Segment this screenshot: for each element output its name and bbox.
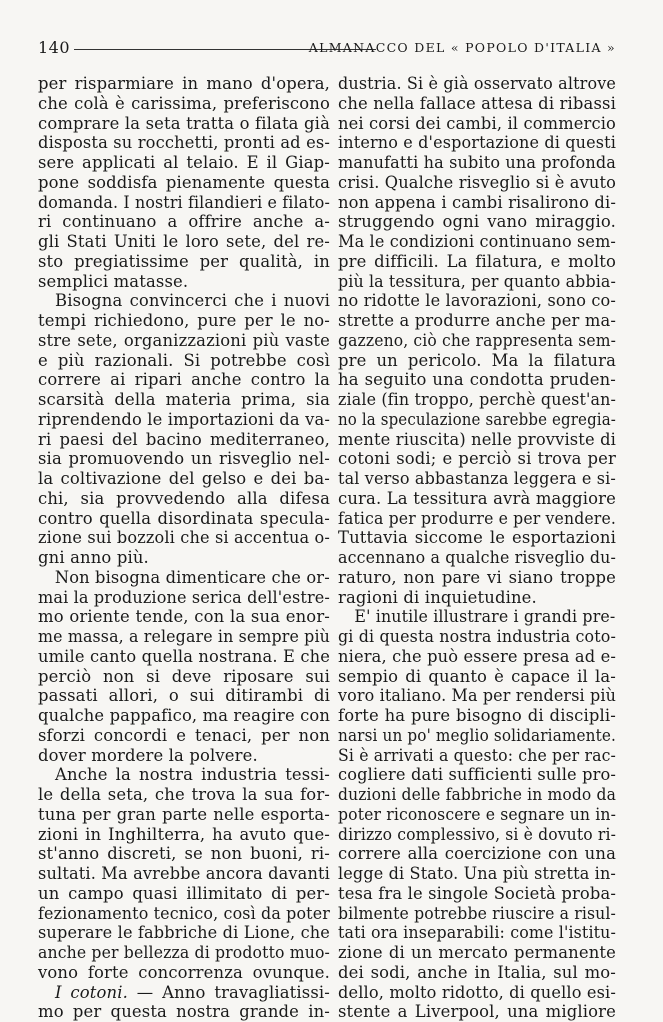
text-line: comprare la seta tratta o filata già: [38, 113, 330, 133]
text-line: dirizzo complessivo, si è dovuto ri-: [338, 824, 616, 844]
text-line: tesa fra le singole Società proba-: [338, 883, 616, 903]
text-line: bilmente potrebbe riuscire a risul-: [338, 903, 616, 923]
text-line: raturo, non pare vi siano troppe: [338, 567, 616, 587]
text-line: non appena i cambi risalirono di-: [338, 192, 616, 212]
section-start-line: [38, 983, 330, 1003]
text-line: dei sodi, anche in Italia, sul mo-: [338, 962, 616, 982]
text-line: sere applicati al telaio. E il Giap-: [38, 153, 330, 172]
text-line: pone soddisfa pienamente questa: [38, 172, 330, 192]
text-line: zioni in Inghilterra, ha avuto que-: [38, 824, 330, 844]
paragraph-start-line: Bisogna convincerci che i nuovi: [55, 291, 330, 311]
text-line: poter riconoscere e segnare un in-: [338, 804, 616, 824]
text-line: mai la produzione serica dell'estre-: [38, 587, 330, 607]
text-line: vono forte concorrenza ovunque.: [38, 962, 330, 982]
text-line: contro quella disordinata specula-: [38, 508, 330, 528]
text-line: e più razionali. Si potrebbe così: [38, 350, 330, 370]
text-line: interno e d'esportazione di questi: [338, 133, 616, 153]
text-line: zione sui bozzoli che si accentua o-: [38, 528, 330, 548]
text-line: tempi richiedono, pure per le no-: [38, 311, 330, 330]
text-line: struggendo ogni vano miraggio.: [338, 212, 616, 232]
page-number: 140: [38, 38, 71, 57]
text-line: duzioni delle fabbriche in modo da: [338, 785, 616, 804]
text-line: zione di un mercato permanente: [338, 943, 616, 962]
text-line: scarsità della materia prima, sia: [38, 390, 330, 409]
text-line: Si è arrivati a questo: che per rac-: [338, 745, 616, 765]
text-line: accennano a qualche risveglio du-: [338, 548, 616, 567]
text-line: correre ai ripari anche contro la: [38, 370, 330, 390]
text-line: anche per bellezza di prodotto muo-: [38, 943, 330, 962]
text-line: qualche pappafico, ma reagire con: [38, 706, 330, 725]
paragraph-start-line: Non bisogna dimenticare che or-: [54, 567, 330, 587]
text-line: chi, sia provvedendo alla difesa: [38, 488, 330, 508]
text-line: voro italiano. Ma per rendersi più: [338, 686, 616, 706]
text-line: nei corsi dei cambi, il commercio: [338, 113, 616, 133]
text-line: gni anno più.: [38, 548, 149, 567]
text-line: che colà è carissima, preferiscono: [38, 93, 330, 113]
page-header: [38, 38, 616, 60]
text-line: cura. La tessitura avrà maggiore: [338, 488, 616, 508]
text-line: cogliere dati sufficienti sulle pro-: [338, 765, 616, 785]
text-line: perciò non si deve riposare sui: [38, 666, 330, 686]
text-line: superare le fabbriche di Lione, che: [38, 923, 330, 943]
text-line: dello, molto ridotto, di quello esi-: [338, 982, 616, 1002]
text-line: dover mordere la polvere.: [38, 745, 258, 765]
text-line: narsi un po' meglio solidariamente.: [338, 725, 616, 745]
text-line: mente riuscita) nelle provviste di: [338, 429, 616, 449]
text-line: sultati. Ma avrebbe ancora davanti: [38, 864, 330, 883]
section-title: I cotoni.: [55, 982, 128, 1002]
text-line: fatica per produrre e per vendere.: [338, 508, 616, 528]
text-line: sempio di quanto è capace il la-: [338, 666, 616, 686]
paragraph-start-line: Anche la nostra industria tessi-: [55, 765, 330, 785]
paragraph-start-line: E' inutile illustrare i grandi pre-: [354, 607, 616, 627]
text-line: le della seta, che trova la sua for-: [38, 785, 330, 804]
text-line: fezionamento tecnico, così da poter: [38, 903, 330, 923]
text-line: disposta su rocchetti, pronti ad es-: [38, 133, 330, 153]
text-line: tuna per gran parte nelle esporta-: [38, 804, 330, 824]
text-line: me massa, a relegare in sempre più: [38, 627, 330, 646]
text-line: ragioni di inquietudine.: [338, 587, 537, 607]
text-line: più la tessitura, per quanto abbia-: [338, 271, 616, 291]
text-line: gi di questa nostra industria coto-: [338, 627, 616, 646]
text-line: no la speculazione sarebbe egregia-: [338, 409, 616, 429]
text-line: tati ora inseparabili: come l'istitu-: [338, 923, 616, 943]
text-line: passati allori, o sui ditirambi di: [38, 686, 330, 706]
text-line: gli Stati Uniti le loro sete, del re-: [38, 232, 330, 251]
text-line: niera, che può essere presa ad e-: [338, 646, 616, 666]
text-line: ziale (fin troppo, perchè quest'an-: [338, 390, 616, 409]
text-line: che nella fallace attesa di ribassi: [338, 93, 616, 113]
text-line: domanda. I nostri filandieri e filato-: [38, 192, 330, 212]
section-lead-text: — Anno travagliatissi-: [136, 982, 330, 1002]
left-column: [38, 74, 330, 1022]
text-line: manufatti ha subito una profonda: [338, 153, 616, 172]
text-line: crisi. Qualche risveglio si è avuto: [338, 172, 616, 192]
text-line: mo per questa nostra grande in-: [38, 1002, 330, 1022]
text-line: sto pregiatissime per qualità, in: [38, 251, 330, 271]
text-line: mo oriente tende, con la sua enor-: [38, 607, 330, 627]
text-line: pre difficili. La filatura, e molto: [338, 251, 616, 271]
text-line: cotoni sodi; e perciò si trova per: [338, 449, 616, 469]
text-line: semplici matasse.: [38, 271, 189, 291]
right-column: [338, 74, 616, 1022]
text-line: no ridotte le lavorazioni, sono co-: [338, 291, 616, 311]
text-line: ri continuano a offrire anche a-: [38, 212, 330, 232]
text-line: per risparmiare in mano d'opera,: [38, 74, 330, 93]
text-line: Tuttavia siccome le esportazioni: [338, 528, 616, 548]
text-line: strette a produrre anche per ma-: [338, 311, 616, 330]
text-line: un campo quasi illimitato di per-: [38, 883, 330, 903]
running-title: ALMANACCO DEL « POPOLO D'ITALIA »: [308, 40, 616, 55]
text-line: st'anno discreti, se non buoni, ri-: [38, 844, 330, 864]
text-line: correre alla coercizione con una: [338, 844, 616, 864]
text-line: riprendendo le importazioni da va-: [38, 409, 330, 429]
text-line: dustria. Si è già osservato altrove: [338, 74, 616, 93]
text-line: legge di Stato. Una più stretta in-: [338, 864, 616, 883]
text-line: ha seguito una condotta pruden-: [338, 370, 616, 390]
text-line: tal verso abbastanza leggera e si-: [338, 469, 616, 488]
text-line: Ma le condizioni continuano sem-: [338, 232, 616, 251]
text-line: forte ha pure bisogno di discipli-: [338, 706, 616, 725]
text-line: sia promuovendo un risveglio nel-: [38, 449, 330, 469]
text-line: stente a Liverpool, una migliore: [338, 1002, 616, 1022]
text-line: la coltivazione del gelso e dei ba-: [38, 469, 330, 488]
text-line: sforzi concordi e tenaci, per non: [38, 725, 330, 745]
text-line: stre sete, organizzazioni più vaste: [38, 330, 330, 350]
text-line: gazzeno, ciò che rappresenta sem-: [338, 330, 616, 350]
text-line: pre un pericolo. Ma la filatura: [338, 350, 616, 370]
text-line: ri paesi del bacino mediterraneo,: [38, 429, 330, 449]
text-line: umile canto quella nostrana. E che: [38, 646, 330, 666]
